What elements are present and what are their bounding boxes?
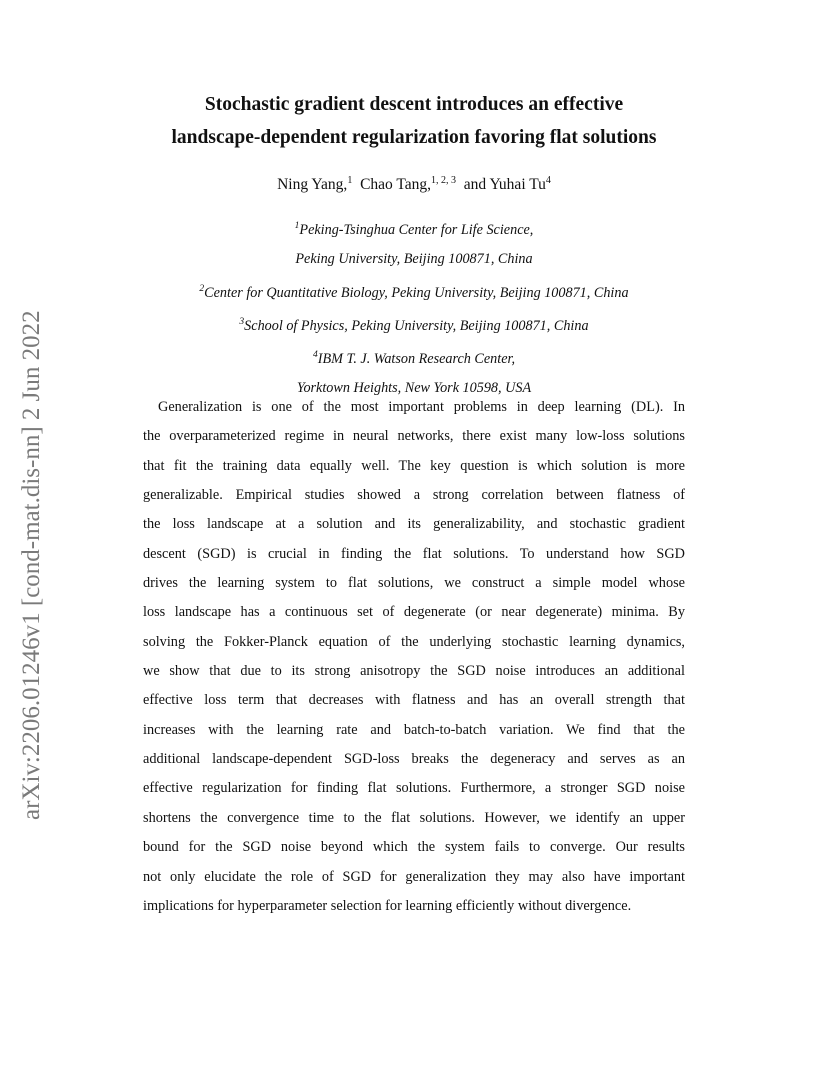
author-list [0, 175, 828, 194]
author-name: Chao Tang, [360, 176, 432, 193]
abstract-line: Generalization is one of the most important problems in deep learning (DL). In [158, 399, 685, 415]
abstract-line: additional landscape-dependent SGD-loss breaks the degeneracy and serves as an [143, 751, 685, 768]
abstract-line: effective regularization for finding flat solutions. Furthermore, a stronger SGD noise [143, 780, 685, 797]
abstract-line: loss landscape has a continuous set of degenerate (or near degenerate) minima. By [143, 604, 685, 621]
affiliation-line: $^2$Center for Quantitative Biology, Peking University, Beijing 100871, China [199, 283, 629, 301]
author-name: Ning Yang, [277, 176, 348, 193]
affiliation-line: Yorktown Heights, New York 10598, USA [296, 380, 532, 397]
affiliation-line: $^3$School of Physics, Peking University, Beijing 100871, China [239, 316, 589, 334]
affiliation-line: $^1$Peking-Tsinghua Center for Life Science, [294, 221, 534, 238]
abstract-line: that fit the training data equally well. The key question is which solution is more [143, 457, 685, 474]
abstract-line: we show that due to its strong anisotropy the SGD noise introduces an additional [143, 663, 685, 680]
author-affiliation-mark: 4 [545, 175, 551, 186]
abstract [143, 393, 685, 921]
abstract-line: increases with the learning rate and batch-to-batch variation. We find that the [143, 721, 685, 738]
paper-title [0, 88, 828, 154]
abstract-line: the overparameterized regime in neural networks, there exist many low-loss solutions [143, 428, 685, 445]
title-line-1: Stochastic gradient descent introduces an effective [204, 94, 624, 115]
abstract-line: shortens the convergence time to the flat solutions. However, we identify an upper [143, 809, 685, 826]
arxiv-margin-stamp: arXiv:2206.01246v1 [cond-mat.dis-nn] 2 Jun 2022 [18, 310, 45, 820]
abstract-line: generalizable. Empirical studies showed a strong correlation between flatness of [143, 487, 685, 504]
affiliation-line: $^4$IBM T. J. Watson Research Center, [312, 350, 516, 368]
author-name: and Yuhai Tu [463, 176, 546, 193]
abstract-line: effective loss term that decreases with flatness and has an overall strength that [143, 692, 685, 709]
abstract-line: the loss landscape at a solution and its generalizability, and stochastic gradient [143, 516, 685, 533]
abstract-line: bound for the SGD noise beyond which the system fails to converge. Our results [143, 839, 685, 856]
author-affiliation-mark: 1, 2, 3 [431, 175, 457, 186]
affiliation-list [0, 212, 828, 404]
abstract-line: not only elucidate the role of SGD for generalization they may also have important [143, 868, 685, 885]
author-affiliation-mark: 1 [347, 175, 353, 186]
abstract-line: solving the Fokker-Planck equation of the underlying stochastic learning dynamics, [143, 633, 685, 650]
title-line-2: landscape-dependent regularization favoring flat solutions [171, 127, 657, 148]
affiliation-line: Peking University, Beijing 100871, China [295, 251, 533, 268]
abstract-line: descent (SGD) is crucial in finding the flat solutions. To understand how SGD [143, 545, 685, 562]
abstract-line: drives the learning system to flat solutions, we construct a simple model whose [143, 575, 685, 592]
abstract-line: implications for hyperparameter selection for learning efficiently without divergence. [143, 897, 632, 914]
